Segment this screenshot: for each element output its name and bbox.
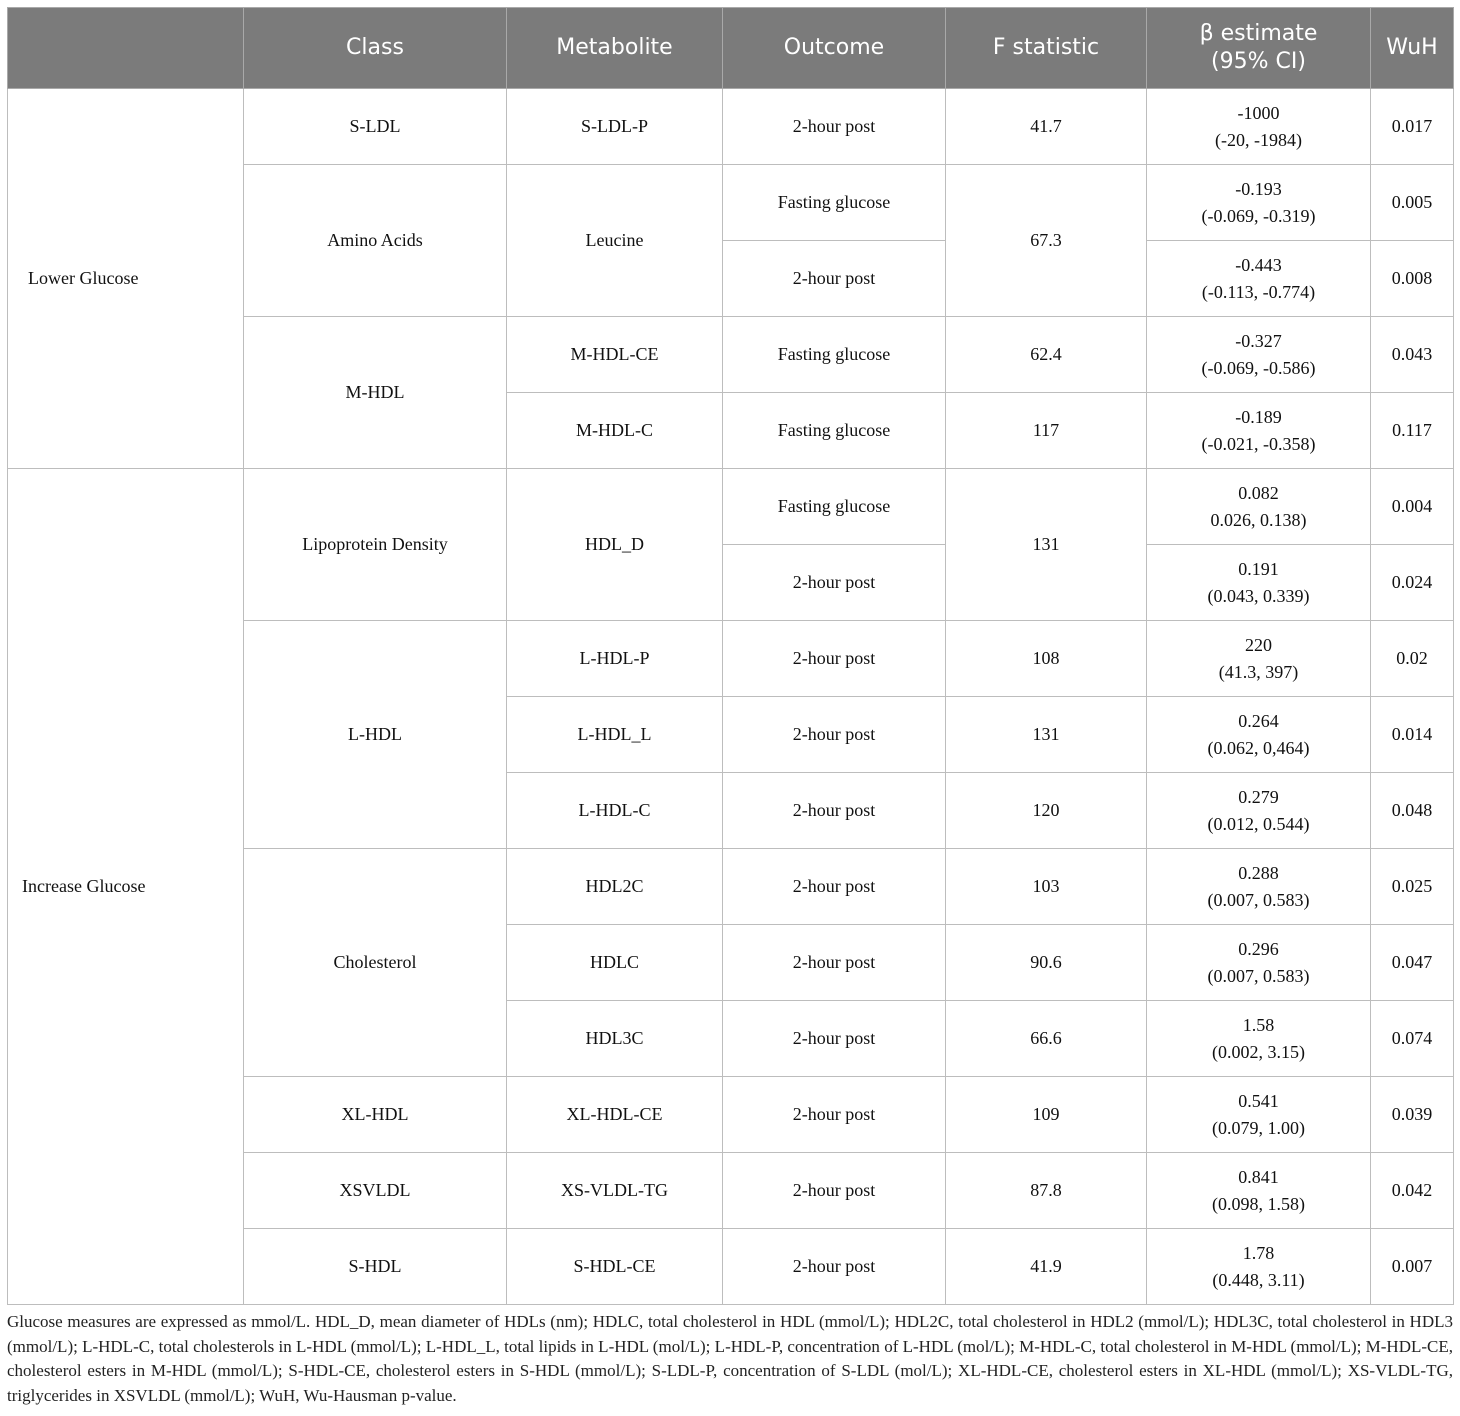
cell-f-statistic: 109 <box>946 1077 1147 1153</box>
beta-ci: (-0.069, -0.319) <box>1201 205 1316 226</box>
beta-value: 1.58 <box>1242 1014 1275 1035</box>
cell-metabolite: XL-HDL-CE <box>507 1077 723 1153</box>
cell-f-statistic: 62.4 <box>946 317 1147 393</box>
cell-beta <box>1147 393 1371 469</box>
cell-metabolite: L-HDL-P <box>507 621 723 697</box>
beta-ci: (0.012, 0.544) <box>1207 813 1310 834</box>
cell-beta <box>1147 317 1371 393</box>
beta-value: -1000 <box>1237 102 1280 123</box>
cell-beta <box>1147 469 1371 545</box>
cell-outcome: 2-hour post <box>723 773 946 849</box>
beta-value: 0.264 <box>1238 710 1279 731</box>
cell-metabolite: Leucine <box>507 165 723 317</box>
cell-f-statistic: 41.9 <box>946 1229 1147 1305</box>
cell-metabolite: HDLC <box>507 925 723 1001</box>
beta-value: 0.841 <box>1238 1166 1279 1187</box>
cell-wuh: 0.039 <box>1371 1077 1454 1153</box>
beta-value: 0.191 <box>1238 558 1279 579</box>
cell-class: S-HDL <box>244 1229 507 1305</box>
beta-value: -0.327 <box>1235 330 1282 351</box>
header-group <box>8 8 244 89</box>
cell-metabolite: HDL2C <box>507 849 723 925</box>
cell-f-statistic: 66.6 <box>946 1001 1147 1077</box>
cell-wuh: 0.047 <box>1371 925 1454 1001</box>
group-lower-glucose: Lower Glucose <box>8 89 244 469</box>
beta-value: 0.082 <box>1238 482 1279 503</box>
beta-ci: (41.3, 397) <box>1218 661 1299 682</box>
cell-wuh: 0.043 <box>1371 317 1454 393</box>
header-beta-estimate <box>1147 8 1371 89</box>
cell-wuh: 0.02 <box>1371 621 1454 697</box>
beta-ci: (-0.021, -0.358) <box>1201 433 1316 454</box>
cell-outcome: 2-hour post <box>723 849 946 925</box>
beta-ci: (0.448, 3.11) <box>1212 1269 1305 1290</box>
beta-ci: (-0.113, -0.774) <box>1201 281 1316 302</box>
beta-ci: (0.062, 0,464) <box>1207 737 1310 758</box>
cell-outcome: Fasting glucose <box>723 165 946 241</box>
beta-value: 0.541 <box>1238 1090 1279 1111</box>
cell-outcome: 2-hour post <box>723 925 946 1001</box>
cell-wuh: 0.042 <box>1371 1153 1454 1229</box>
cell-f-statistic: 90.6 <box>946 925 1147 1001</box>
cell-beta <box>1147 165 1371 241</box>
cell-metabolite: HDL3C <box>507 1001 723 1077</box>
results-table-container <box>7 7 1453 1305</box>
header-outcome: Outcome <box>723 8 946 89</box>
cell-class: S-LDL <box>244 89 507 165</box>
header-metabolite: Metabolite <box>507 8 723 89</box>
cell-class: XSVLDL <box>244 1153 507 1229</box>
cell-f-statistic: 120 <box>946 773 1147 849</box>
header-class: Class <box>244 8 507 89</box>
cell-outcome: 2-hour post <box>723 89 946 165</box>
cell-outcome: Fasting glucose <box>723 469 946 545</box>
table-row <box>8 469 1454 545</box>
cell-f-statistic: 67.3 <box>946 165 1147 317</box>
cell-wuh: 0.004 <box>1371 469 1454 545</box>
header-f-statistic: F statistic <box>946 8 1147 89</box>
beta-ci: (-0.069, -0.586) <box>1201 357 1316 378</box>
cell-outcome: 2-hour post <box>723 241 946 317</box>
cell-outcome: 2-hour post <box>723 1229 946 1305</box>
beta-value: -0.189 <box>1235 406 1282 427</box>
cell-outcome: 2-hour post <box>723 545 946 621</box>
cell-outcome: 2-hour post <box>723 621 946 697</box>
cell-metabolite: M-HDL-C <box>507 393 723 469</box>
beta-value: 0.279 <box>1238 786 1279 807</box>
table-row <box>8 89 1454 165</box>
results-table <box>7 7 1454 1305</box>
beta-ci: (-20, -1984) <box>1215 129 1302 150</box>
cell-f-statistic: 87.8 <box>946 1153 1147 1229</box>
cell-beta <box>1147 241 1371 317</box>
cell-class: XL-HDL <box>244 1077 507 1153</box>
beta-value: 1.78 <box>1242 1242 1275 1263</box>
cell-beta <box>1147 545 1371 621</box>
header-beta-line1: β estimate <box>1199 21 1318 46</box>
cell-f-statistic: 117 <box>946 393 1147 469</box>
cell-f-statistic: 41.7 <box>946 89 1147 165</box>
beta-ci: (0.007, 0.583) <box>1207 889 1310 910</box>
cell-beta <box>1147 925 1371 1001</box>
cell-beta <box>1147 621 1371 697</box>
cell-class: M-HDL <box>244 317 507 469</box>
beta-ci: (0.007, 0.583) <box>1207 965 1310 986</box>
cell-beta <box>1147 1229 1371 1305</box>
cell-outcome: 2-hour post <box>723 1001 946 1077</box>
cell-metabolite: XS-VLDL-TG <box>507 1153 723 1229</box>
cell-class: Cholesterol <box>244 849 507 1077</box>
beta-ci: (0.043, 0.339) <box>1207 585 1310 606</box>
header-beta-line2: (95% CI) <box>1211 49 1306 74</box>
cell-outcome: Fasting glucose <box>723 317 946 393</box>
cell-wuh: 0.014 <box>1371 697 1454 773</box>
cell-wuh: 0.017 <box>1371 89 1454 165</box>
cell-wuh: 0.008 <box>1371 241 1454 317</box>
cell-class: Amino Acids <box>244 165 507 317</box>
cell-outcome: Fasting glucose <box>723 393 946 469</box>
cell-metabolite: S-LDL-P <box>507 89 723 165</box>
beta-ci: (0.002, 3.15) <box>1212 1041 1305 1062</box>
group-increase-glucose: Increase Glucose <box>8 469 244 1305</box>
cell-f-statistic: 108 <box>946 621 1147 697</box>
cell-wuh: 0.024 <box>1371 545 1454 621</box>
cell-beta <box>1147 697 1371 773</box>
cell-beta <box>1147 773 1371 849</box>
cell-wuh: 0.074 <box>1371 1001 1454 1077</box>
cell-metabolite: S-HDL-CE <box>507 1229 723 1305</box>
beta-value: 0.296 <box>1238 938 1279 959</box>
beta-ci: (0.079, 1.00) <box>1212 1117 1305 1138</box>
table-footnote: Glucose measures are expressed as mmol/L. HDL_D, mean diameter of HDLs (nm); HDLC, total cholesterol in HDL (mmol/L); HDL2C, total cholesterol in HDL2 (mmol/L); HDL3C, total cholesterol in HDL3 (mmol/L); L-HDL-C, total cholesterols in L-HDL (mmol/L); L-HDL_L, total lipids in L-HDL (mol/L); L-HDL-P, concentration of L-HDL (mol/L); M-HDL-C, total cholesterol in M-HDL (mmol/L); M-HDL-CE, cholesterol esters in M-HDL (mmol/L); S-HDL-CE, cholesterol esters in S-HDL (mmol/L); S-LDL-P, concentration of S-LDL (mol/L); XL-HDL-CE, cholesterol esters in XL-HDL (mmol/L); XS-VLDL-TG, triglycerides in XSVLDL (mmol/L); WuH, Wu-Hausman p-value. <box>7 1312 1453 1405</box>
cell-wuh: 0.048 <box>1371 773 1454 849</box>
cell-metabolite: HDL_D <box>507 469 723 621</box>
cell-metabolite: M-HDL-CE <box>507 317 723 393</box>
cell-f-statistic: 103 <box>946 849 1147 925</box>
cell-outcome: 2-hour post <box>723 1077 946 1153</box>
beta-ci: (0.098, 1.58) <box>1212 1193 1305 1214</box>
cell-class: Lipoprotein Density <box>244 469 507 621</box>
cell-outcome: 2-hour post <box>723 697 946 773</box>
cell-beta <box>1147 849 1371 925</box>
cell-f-statistic: 131 <box>946 697 1147 773</box>
header-wuh: WuH <box>1371 8 1454 89</box>
cell-beta <box>1147 1153 1371 1229</box>
beta-value: 0.288 <box>1238 862 1279 883</box>
cell-wuh: 0.005 <box>1371 165 1454 241</box>
cell-f-statistic: 131 <box>946 469 1147 621</box>
beta-value: 220 <box>1245 634 1272 655</box>
cell-wuh: 0.007 <box>1371 1229 1454 1305</box>
cell-beta <box>1147 89 1371 165</box>
cell-class: L-HDL <box>244 621 507 849</box>
cell-wuh: 0.025 <box>1371 849 1454 925</box>
beta-ci: 0.026, 0.138) <box>1210 509 1307 530</box>
beta-value: -0.443 <box>1235 254 1282 275</box>
cell-beta <box>1147 1001 1371 1077</box>
table-header-row <box>8 8 1454 89</box>
beta-value: -0.193 <box>1235 178 1282 199</box>
cell-outcome: 2-hour post <box>723 1153 946 1229</box>
cell-metabolite: L-HDL_L <box>507 697 723 773</box>
cell-metabolite: L-HDL-C <box>507 773 723 849</box>
cell-beta <box>1147 1077 1371 1153</box>
cell-wuh: 0.117 <box>1371 393 1454 469</box>
